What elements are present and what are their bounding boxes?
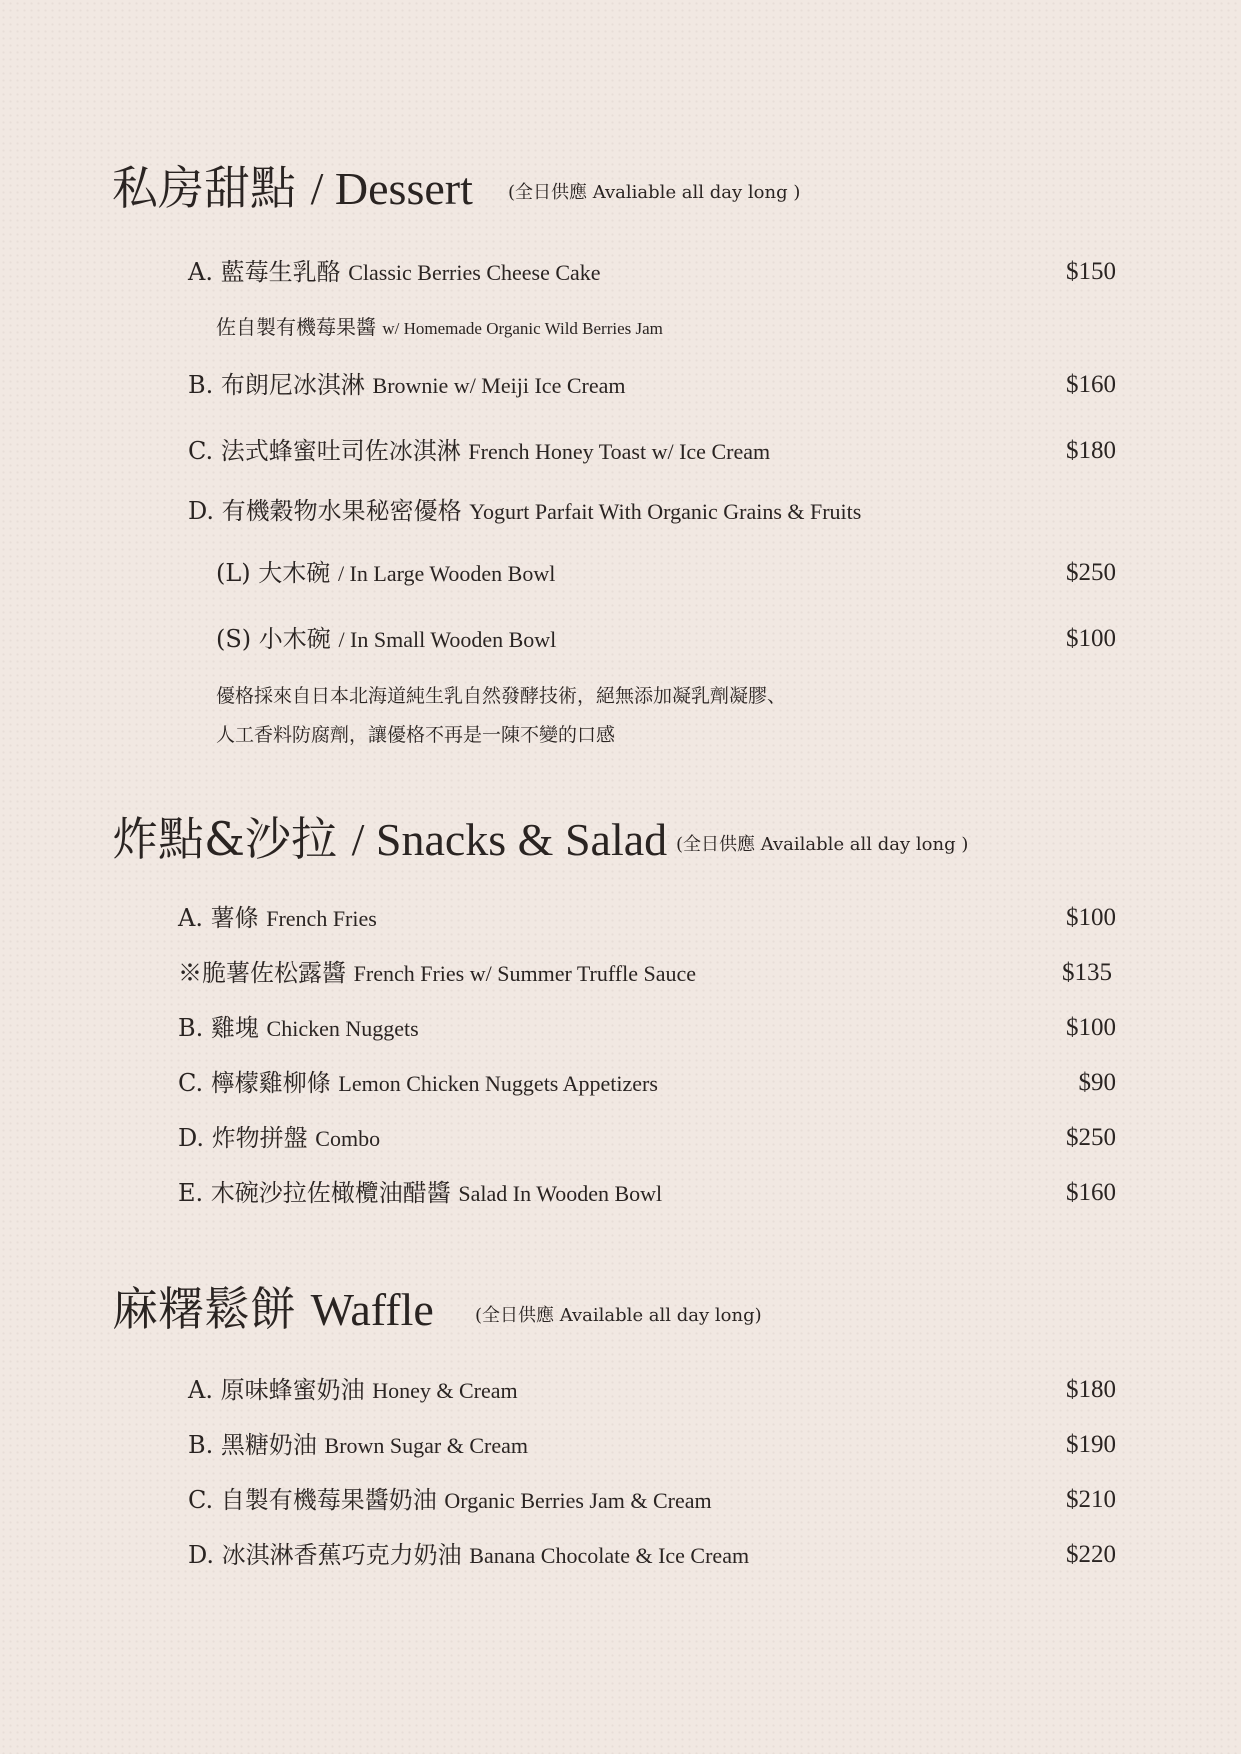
waffle-title-en: Waffle <box>310 1284 434 1335</box>
snacks-title-zh: 炸點&沙拉 <box>112 812 337 866</box>
item-price: $100 <box>1066 904 1116 931</box>
menu-item: C. 自製有機莓果醬奶油 Organic Berries Jam & Cream <box>188 1486 712 1514</box>
item-price: $220 <box>1066 1541 1116 1568</box>
item-price: $250 <box>1066 1124 1116 1151</box>
menu-item-sub: 佐自製有機莓果醬 w/ Homemade Organic Wild Berries Jam <box>216 315 663 339</box>
menu-item: E. 木碗沙拉佐橄欖油醋醬 Salad In Wooden Bowl <box>178 1179 663 1207</box>
snacks-title-en: / Snacks & Salad <box>351 814 668 865</box>
waffle-availability-note: (全日供應 Available all day long) <box>475 1305 762 1326</box>
item-price: $100 <box>1066 625 1116 652</box>
menu-item: B. 雞塊 Chicken Nuggets <box>178 1014 419 1042</box>
menu-item-option: (L) 大木碗 / In Large Wooden Bowl <box>216 559 556 587</box>
yogurt-description-line: 人工香料防腐劑，讓優格不再是一陳不變的口感 <box>216 724 616 746</box>
waffle-title-zh: 麻糬鬆餅 <box>112 1282 296 1336</box>
snacks-section-title <box>112 811 667 868</box>
item-price: $100 <box>1066 1014 1116 1041</box>
menu-item: D. 冰淇淋香蕉巧克力奶油 Banana Chocolate & Ice Cream <box>188 1541 750 1569</box>
menu-item: B. 布朗尼冰淇淋 Brownie w/ Meiji Ice Cream <box>188 371 626 399</box>
item-price: $190 <box>1066 1431 1116 1458</box>
menu-item: B. 黑糖奶油 Brown Sugar & Cream <box>188 1431 529 1459</box>
dessert-section-title <box>112 160 473 217</box>
item-price: $180 <box>1066 1376 1116 1403</box>
dessert-availability-note: (全日供應 Avaliable all day long ) <box>508 182 801 203</box>
menu-item: A. 藍莓生乳酪 Classic Berries Cheese Cake <box>188 258 601 286</box>
item-price: $250 <box>1066 559 1116 586</box>
item-price: $90 <box>1078 1069 1116 1096</box>
dessert-title-en: / Dessert <box>310 163 473 214</box>
menu-item: C. 法式蜂蜜吐司佐冰淇淋 French Honey Toast w/ Ice Cream <box>188 437 771 465</box>
waffle-section-title <box>112 1281 434 1338</box>
item-price: $150 <box>1066 258 1116 285</box>
item-price: $135 <box>1062 959 1112 986</box>
menu-item: C. 檸檬雞柳條 Lemon Chicken Nuggets Appetizers <box>178 1069 658 1097</box>
menu-item: D. 有機穀物水果秘密優格 Yogurt Parfait With Organic Grains & Fruits <box>188 497 862 525</box>
item-price: $210 <box>1066 1486 1116 1513</box>
menu-item: D. 炸物拼盤 Combo <box>178 1124 381 1152</box>
menu-item: ※脆薯佐松露醬 French Fries w/ Summer Truffle Sauce <box>178 959 697 987</box>
item-price: $160 <box>1066 371 1116 398</box>
dessert-title-zh: 私房甜點 <box>112 161 296 215</box>
menu-item: A. 薯條 French Fries <box>178 904 377 932</box>
menu-item: A. 原味蜂蜜奶油 Honey & Cream <box>188 1376 518 1404</box>
item-price: $180 <box>1066 437 1116 464</box>
item-price: $160 <box>1066 1179 1116 1206</box>
menu-item-option: (S) 小木碗 / In Small Wooden Bowl <box>216 625 557 653</box>
snacks-availability-note: (全日供應 Available all day long ) <box>676 834 969 855</box>
yogurt-description-line: 優格採來自日本北海道純生乳自然發酵技術，絕無添加凝乳劑凝膠、 <box>216 685 787 707</box>
